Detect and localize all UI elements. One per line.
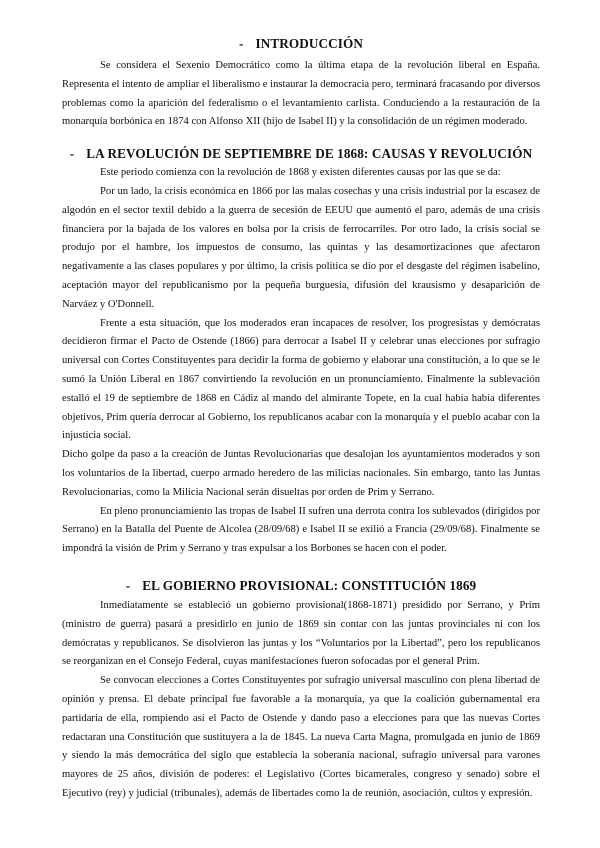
heading-text: LA REVOLUCIÓN DE SEPTIEMBRE DE 1868: CAUSAS Y REVOLUCIÓN [86,146,533,162]
paragraph: Se considera el Sexenio Democrático como la última etapa de la revolución liberal en España. Representa el intento de ampliar el liberalismo e instaurar la democracia pero, terminará fracasando por diversos problemas como la aparición del federalismo o el levantamiento carlista. Conduciendo a la restauración de la monarquía borbónica en 1874 con Alfonso XII (hijo de Isabel II) y la consolidación de un régimen moderado. [62,60,540,128]
section-heading-gobierno-provisional [62,578,540,594]
section-heading-revolucion-1868 [62,146,540,162]
paragraph: Dicho golpe da paso a la creación de Juntas Revolucionarias que desalojan los ayuntamientos moderados y son los voluntarios de la libertad, cuerpo armado heredero de las milicias nacionales. Sin embargo, tanto las Juntas Revolucionarias, como la Milicia Nacional serán disueltas por orden de Prim y Serrano. [62,449,540,498]
section-heading-introduccion [62,36,540,52]
paragraph: En pleno pronunciamiento las tropas de Isabel II sufren una derrota contra los sublevados (dirigidos por Serrano) en la Batalla del Puente de Alcolea (28/09/68) e Isabel II se exilió a Francia (29/09/68). Finalmente se impondrá la visión de Prim y Serrano y tras expulsar a los Borbones se hacen con el poder. [62,505,540,555]
heading-text: INTRODUCCIÓN [255,36,363,51]
paragraph: Este periodo comienza con la revolución de 1868 y existen diferentes causas por las que se da: [100,167,501,179]
paragraph: Frente a esta situación, que los moderados eran incapaces de resolver, los progresistas y demócratas decidieron firmar el Pacto de Ostende (1866) para derrocar a Isabel II y celebrar unas elecciones por sufragio universal con Cortes Constituyentes para decidir la forma de gobierno y elaborar una constitución, a lo que se le sumó la Unión Liberal en 1867 convirtiendo la revolución en un pronunciamiento. Finalmente la sublevación estalló el 19 de septiembre de 1868 en Cádiz al mando del almirante Topete, en la cual había había diferentes objetivos, Prim quería derrocar al Gobierno, los republicanos acabar con la monarquía y el pueblo acabar con la injusticia social. [62,317,540,442]
paragraph: Se convocan elecciones a Cortes Constituyentes por sufragio universal masculino con plena libertad de opinión y prensa. El debate principal fue favorable a la monarquía, ya que la coalición gubernamental era partidaria de ella, rompiendo así el Pacto de Ostende y dando paso a elecciones para que las nuevas Cortes redactaran una Constitución que sustituyera a la de 1845. La nueva Carta Magna, promulgada en junio de 1869 y siendo la más democrática del siglo que establecía la soberanía nacional, sufragio universal para varones mayores de 25 años, división de poderes: el Legislativo (Cortes bicamerales, congreso y senado) sobre el Ejecutivo (rey) y judicial (tribunales), además de libertades como la de reunión, asociación, cultos y expresión. [62,675,540,799]
paragraph: Inmediatamente se estableció un gobierno provisional(1868-1871) presidido por Serrano, y Prim (ministro de guerra) pasará a presidirlo en junio de 1869 sin contar con las juntas provinciales ni con los demócratas y republicanos. Se disolvieron las juntas y los “Voluntarios por la Libertad”, pero los republicanos se reorganizan en el Consejo Federal, cuyas manifestaciones fueron sofocadas por el general Prim. [62,599,540,668]
heading-marker: - [239,36,244,51]
heading-marker: - [69,146,75,162]
paragraph: Por un lado, la crisis económica en 1866 por las malas cosechas y una crisis industrial por la escasez de algodón en el sector textil debido a la guerra de secesión de EEUU que aumentó el paro, además de una crisis financiera por la bajada de los valores en bolsa por la crisis de ferrocarriles. Por otro lado, la crisis social se produjo por el hambre, los impuestos de consumo, las quintas y las desamortizaciones que afectaron negativamente a las clases populares y por último, la crisis política se dio por el desgaste del régimen isabelino, aceptación mayor del republicanismo por la pequeña burguesía, difusión del krausismo y desaparición de Narváez y O'Donnell. [62,185,540,310]
heading-text: EL GOBIERNO PROVISIONAL: CONSTITUCIÓN 1869 [142,577,477,593]
heading-marker: - [125,577,131,593]
